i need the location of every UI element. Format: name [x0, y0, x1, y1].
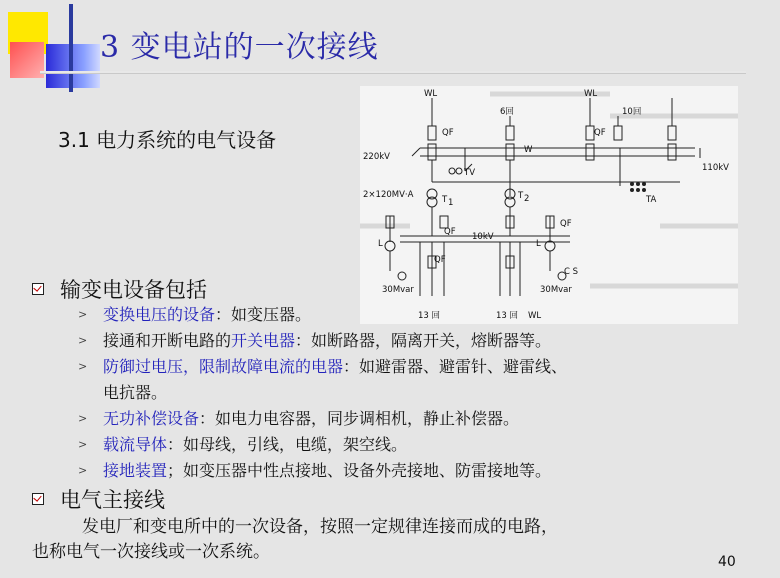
label-qf-4: QF [560, 219, 572, 229]
list-item-continuation: 电抗器。 [103, 383, 168, 402]
substation-diagram [360, 86, 738, 324]
definition-paragraph [32, 515, 712, 565]
slide-title: 3 变电站的一次接线 [100, 30, 379, 65]
equipment-list [78, 302, 678, 484]
label-ta: TA [646, 195, 657, 205]
label-mvar-left: 30Mvar [382, 285, 414, 295]
list-item-highlight: 接地装置 [103, 461, 168, 480]
label-110kv: 110kV [702, 163, 729, 173]
label-mvar-right: 30Mvar [540, 285, 572, 295]
label-qf-2: QF [594, 128, 606, 138]
checkbox-bullet-icon [32, 283, 44, 295]
logo-blue-block [46, 44, 100, 88]
list-item [78, 458, 678, 484]
label-reactor-l-left: L [378, 239, 383, 249]
logo-pink-block [10, 42, 44, 78]
arrow-bullet-icon: > [78, 412, 88, 425]
label-cs: C S [564, 267, 579, 277]
section-heading-text: 输变电设备包括 [60, 278, 207, 302]
label-tv: TV [464, 168, 476, 178]
list-item-highlight: 无功补偿设备 [103, 409, 200, 428]
list-item-highlight: 开关电器 [231, 331, 296, 350]
list-item [78, 406, 678, 432]
arrow-bullet-icon: > [78, 438, 88, 451]
label-wl-left: WL [424, 89, 438, 99]
paragraph-line-2: 也称电气一次接线或一次系统。 [32, 542, 270, 562]
list-item-text: ；如变压器中性点接地、设备外壳接地、防雷接地等。 [167, 461, 552, 480]
label-circuit-6: 6回 [500, 107, 514, 117]
checkbox-bullet-icon [32, 493, 44, 505]
section-heading-equipment [32, 274, 207, 304]
label-10kv: 10kV [472, 232, 494, 242]
title-underline [40, 71, 746, 73]
label-qf-1: QF [442, 128, 454, 138]
label-wl-right: WL [584, 89, 598, 99]
list-item [78, 328, 678, 354]
list-item-text: ：如避雷器、避雷针、避雷线、 [343, 357, 568, 376]
paragraph-line-1: 发电厂和变电所中的一次设备，按照一定规律连接而成的电路， [82, 517, 558, 537]
arrow-bullet-icon: > [78, 334, 88, 347]
slide-subtitle: 3.1 电力系统的电气设备 [58, 128, 277, 152]
list-item-text: ：如电力电容器，同步调相机，静止补偿器。 [199, 409, 520, 428]
label-t2: T [518, 191, 524, 201]
list-item-text: ：如断路器，隔离开关，熔断器等。 [295, 331, 552, 350]
section-heading-main-wiring [32, 484, 165, 514]
list-item-text: ：如母线，引线，电缆，架空线。 [167, 435, 408, 454]
label-qf-5: QF [434, 255, 446, 265]
label-wl-bottom: WL [528, 311, 542, 321]
label-circuit-13-right: 13 回 [496, 311, 519, 321]
section-heading-text: 电气主接线 [60, 488, 165, 512]
label-w-bus: W [524, 145, 533, 155]
label-circuit-10: 10回 [622, 107, 642, 117]
label-t1-sub: 1 [448, 198, 454, 208]
arrow-bullet-icon: > [78, 360, 88, 373]
list-item-highlight: 变换电压的设备 [103, 305, 216, 324]
list-item-text-pre: 接通和开断电路的 [103, 331, 232, 350]
label-circuit-13-left: 13 回 [418, 311, 441, 321]
list-item [78, 354, 678, 406]
label-qf-3: QF [444, 227, 456, 237]
list-item [78, 432, 678, 458]
arrow-bullet-icon: > [78, 308, 88, 321]
list-item-highlight: 载流导体 [103, 435, 168, 454]
list-item-text: ：如变压器。 [215, 305, 312, 324]
list-item-highlight: 防御过电压，限制故障电流的电器 [103, 357, 344, 376]
logo-vertical-line [69, 4, 73, 92]
arrow-bullet-icon: > [78, 464, 88, 477]
label-t1: T [442, 195, 448, 205]
label-reactor-l-right: L [536, 239, 541, 249]
label-220kv: 220kV [363, 152, 390, 162]
label-t2-sub: 2 [524, 194, 530, 204]
page-number: 40 [718, 554, 736, 570]
list-item [78, 302, 678, 328]
label-transformer-rating: 2×120MV·A [363, 190, 414, 200]
